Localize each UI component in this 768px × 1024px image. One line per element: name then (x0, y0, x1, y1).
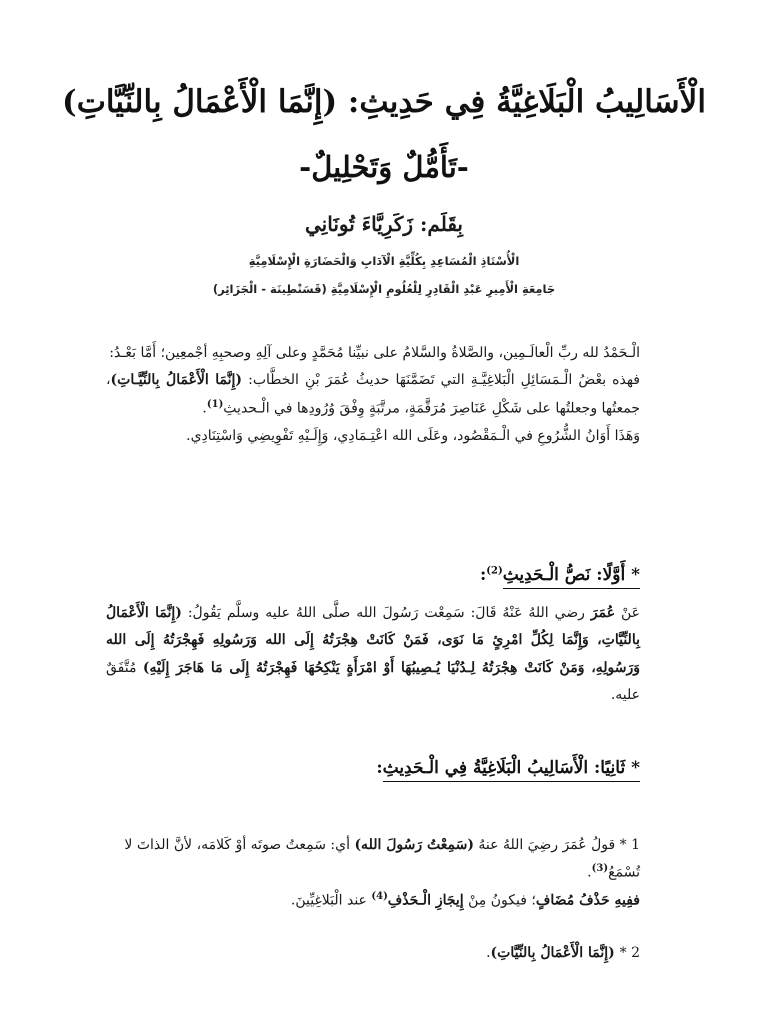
hadith-quote: (إِنَّمَا الْأَعْمَالُ بِالنِّيَّـاتِ) (110, 372, 243, 389)
point-number: 2 * (619, 945, 640, 961)
highlighted-phrase: إِيجَازِ الْـحَذْفِ (387, 892, 464, 909)
heading-colon: : (479, 565, 487, 585)
heading-colon: : (376, 758, 383, 778)
intro-line-1: الْـحَمْدُ لله ربِّ الْعالَـمِين، والصَّلاةُ والسَّلامُ على نبيِّنا مُحَمَّدٍ وعلى آلِهِ وصحبِهِ أجْمعِين؛ أَمَّا بَعْـدُ: (109, 345, 640, 361)
intro-text: ، جمعتُها وجعلتُها على شَكْلِ عَنَاصِرَ مُرَقَّمَةٍ، مرتَّبَةٍ وِفْقَ وُرُودِها في الْـحديثِ (106, 372, 640, 417)
section-heading-text: * أَوَّلًا: نَصُّ الْـحَدِيثِ (503, 565, 640, 589)
point-1 (106, 832, 640, 915)
intro-text: . (202, 400, 207, 417)
intro-line-2 (106, 367, 640, 422)
intro-paragraph (106, 340, 640, 450)
hadith-quote: (إِنَّمَا الْأَعْمَالُ بِالنِّيَّاتِ، وَإِنَّمَا لِكُلِّ امْرِئٍ مَا نَوَى، فَمَنْ كَانَتْ هِجْرَتُهُ إِلَى الله وَرَسُولِهِ فَهِجْرَتُهُ إِلَى الله وَرَسُولِهِ، وَمَنْ كَانَتْ هِجْرَتُهُ لِـدُنْيَا يُـصِيبُهَا أَوْ امْرَأَةٍ يَنْكِحُهَا فَهِجْرَتُهُ إِلَى مَا هَاجَرَ إِلَيْهِ) (106, 605, 640, 676)
point-text: عند الْبَلاغِيِّينَ. (290, 892, 372, 909)
point-2 (106, 940, 640, 967)
quoted-phrase: (إِنَّمَا الْأَعْمَالُ بِالنِّيَّاتِ) (490, 945, 620, 961)
section-heading-2 (376, 758, 640, 778)
point-number: 1 * (619, 837, 640, 853)
hadith-text-part: رضي اللهُ عَنْهُ قَالَ: سَمِعْت رَسُولَ الله صلَّى اللهُ عليه وسلَّم يَقُولُ: (181, 605, 591, 621)
point-1-line-2 (106, 887, 640, 915)
hadith-text (106, 600, 640, 709)
point-text: ؛ فيكونُ مِنْ (463, 892, 536, 909)
document-title: الْأَسَالِيبُ الْبَلَاغِيَّةُ فِي حَدِيثِ: (إِنَّمَا الْأَعْمَالُ بِالنِّيَّاتِ) (62, 84, 706, 120)
section-heading-text: * ثَانِيًا: الْأَسَالِيبُ الْبَلَاغِيَّةُ فِي الْـحَدِيثِ (383, 758, 640, 782)
point-text: . (486, 945, 491, 961)
highlighted-phrase: ففِيهِ حَذْفُ مُضَافٍ (535, 892, 640, 909)
affiliation-line-2: جَامِعَةِ الْأَمِيرِ عَبْدِ الْقَادِرِ لِلْعُلُومِ الْإِسْلَامِيَّةِ (قَسَنْطِينَة - الْجَزَائِر) (212, 282, 556, 296)
intro-line-3: وَهَذَا أَوَانُ الشُّرُوعِ في الْـمَقْصُود، وعَلَى الله اعْتِـمَادِي، وَإِلَـيْهِ تَفْوِيضِي وَاسْتِنَادِي. (186, 427, 640, 444)
footnote-ref-4[interactable]: (4) (371, 891, 388, 903)
footnote-ref-1[interactable]: (1) (206, 398, 224, 410)
narrator-name: عُمَرَ (590, 605, 616, 621)
footnote-ref-2[interactable]: (2) (486, 565, 503, 577)
point-text: أي: سَمِعتُ صوتَه أوْ كَلامَه، لأنَّ الذاتَ لا تُسْمَعُ (124, 837, 640, 881)
point-text: قولُ عُمَرَ رضِيَ اللهُ عنهُ (473, 837, 620, 853)
point-text: . (587, 864, 592, 881)
section-heading-1 (480, 565, 640, 585)
footnote-ref-3[interactable]: (3) (591, 863, 609, 875)
quoted-phrase: (سَمِعْتُ رَسُولَ الله) (354, 837, 474, 853)
author-line: بِقَلَم: زَكَرِيَّاءَ تُونَانِي (305, 212, 463, 236)
hadith-text-part: عَنْ (615, 605, 640, 621)
intro-text: فهذه بعْضُ الْـمَسَائِلِ الْبَلاغِيَّـةِ التي تَضَمَّنَهَا حديثُ عُمَرَ بْنِ الخطَّاب: (242, 372, 640, 389)
affiliation-line-1: الْأُسْتَاذِ الْمُسَاعِدِ بِكُلِّيَّةِ الْآدَابِ وَالْحَضَارَةِ الْإِسْلَامِيَّةِ (248, 254, 520, 268)
document-subtitle: -تَأَمُّلٌ وَتَحْلِيلٌ- (299, 150, 469, 184)
hadith-text-part: مُتَّفَقٌ عليه. (106, 659, 640, 703)
point-1-line-1 (106, 832, 640, 887)
